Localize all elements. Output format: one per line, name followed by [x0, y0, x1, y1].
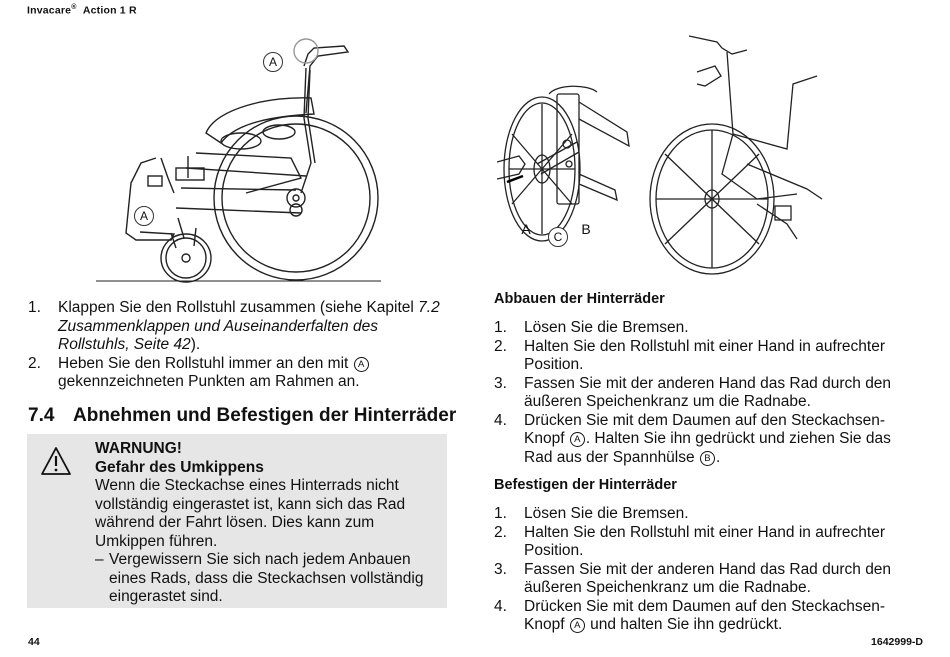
attach-steps-list — [494, 505, 914, 635]
label-c: C — [548, 227, 568, 247]
warning-bullet: – Vergewissern Sie sich nach jedem Anbauen eines Rads, dass die Steckachsen vollständig eingerastet sind. — [95, 551, 424, 605]
list-item: 1. Lösen Sie die Bremsen. — [494, 505, 689, 522]
callout-a-top: A — [263, 52, 283, 72]
warning-box — [27, 434, 447, 608]
warning-title: WARNUNG! — [95, 440, 182, 457]
remove-steps-list — [494, 319, 914, 467]
model-name: Action 1 R — [82, 4, 137, 17]
list-item: 4. Drücken Sie mit dem Daumen auf den Steckachsen-Knopf A . Halten Sie ihn gedrückt und ziehen Sie das Rad aus der Spannhülse B . — [494, 411, 891, 466]
warning-content — [95, 440, 435, 607]
axle-removal-drawing — [497, 24, 825, 276]
callout-a-bottom: A — [134, 206, 154, 226]
list-item: 2. Halten Sie den Rollstuhl mit einer Hand in aufrechter Position. — [494, 337, 885, 373]
marker-a: A — [570, 618, 585, 633]
brand-name: Invacare — [27, 4, 72, 17]
list-item: 3. Fassen Sie mit der anderen Hand das Rad durch den äußeren Speichenkranz um die Radnabe. — [494, 560, 892, 596]
warning-subtitle: Gefahr des Umkippens — [95, 458, 264, 476]
registered-mark: ® — [71, 4, 77, 11]
document-id: 1642999-D — [871, 636, 923, 648]
bullet-dash: – — [95, 551, 104, 568]
section-heading — [28, 405, 456, 427]
remove-heading: Abbauen der Hinterräder — [494, 291, 665, 307]
running-header — [27, 4, 137, 17]
marker-b: B — [700, 451, 715, 466]
warning-triangle-icon — [40, 446, 72, 476]
label-a: A — [521, 221, 531, 237]
cross-reference: 7.2 Zusammenklappen und Auseinanderfalten des Rollstuhls, Seite 42 — [58, 299, 440, 353]
section-title: Abnehmen und Befestigen der Hinterräder — [73, 405, 457, 426]
warning-body: Wenn die Steckachse eines Hinterrads nicht vollständig eingerastet ist, kann sich das Rad während der Fahrt lösen. Dies kann zum Umkippen führen. — [95, 477, 406, 550]
wheelchair-side-figure — [96, 18, 381, 286]
attach-heading: Befestigen der Hinterräder — [494, 477, 677, 493]
list-item: 1. Lösen Sie die Bremsen. — [494, 319, 689, 336]
list-item: 1. Klappen Sie den Rollstuhl zusammen (siehe Kapitel 7.2 Zusammenklappen und Auseinanderfalten des Rollstuhls, Seite 42). — [28, 299, 440, 353]
wheel-removal-figure — [497, 24, 825, 276]
wheelchair-drawing — [96, 18, 381, 286]
section-number: 7.4 — [28, 405, 55, 426]
list-item: 2. Heben Sie den Rollstuhl immer an den mit A gekennzeichneten Punkten am Rahmen an. — [28, 355, 448, 392]
list-item: 3. Fassen Sie mit der anderen Hand das Rad durch den äußeren Speichenkranz um die Radnabe. — [494, 374, 892, 410]
label-b: B — [581, 221, 591, 237]
page-number: 44 — [28, 636, 40, 648]
marker-a: A — [570, 432, 585, 447]
marker-a: A — [354, 357, 369, 372]
list-item: 2. Halten Sie den Rollstuhl mit einer Hand in aufrechter Position. — [494, 523, 885, 559]
fold-steps-list — [28, 299, 448, 392]
list-item: 4. Drücken Sie mit dem Daumen auf den Steckachsen-Knopf A und halten Sie ihn gedrückt. — [494, 597, 885, 633]
